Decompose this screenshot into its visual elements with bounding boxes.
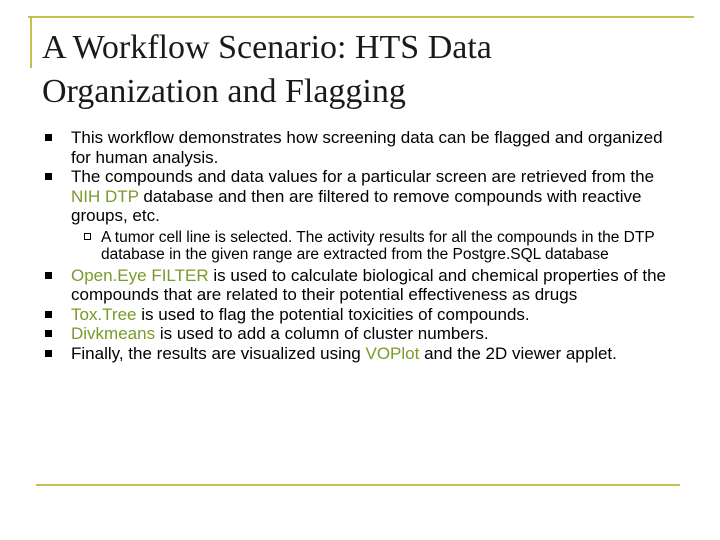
bullet-toxtree: [45, 305, 685, 325]
bullet-text-pre: Finally, the results are visualized using: [71, 343, 366, 363]
bullet-visualization: [45, 344, 685, 364]
bullet-workflow-intro: [45, 128, 685, 167]
bullet-text-post: is used to calculate biological and chemical properties of the compounds that are related to their potential effectiveness as drugs: [71, 265, 667, 304]
title-line-2: Organization and Flagging: [42, 73, 406, 110]
sub-bullet-text: A tumor cell line is selected. The activity results for all the compounds in the DTP database in the given range are extracted from the Postgre.SQL database: [101, 228, 655, 263]
toxtree-link[interactable]: Tox.Tree: [71, 304, 137, 324]
sub-bullet-tumor-cell-line: [45, 229, 685, 264]
bullet-text-pre: The compounds and data values for a particular screen are retrieved from the: [71, 167, 655, 186]
square-bullet-icon: [45, 311, 52, 318]
bullet-divkmeans: [45, 324, 685, 344]
top-rule: [28, 16, 694, 18]
bullet-text-post: database and then are filtered to remove compounds with reactive groups, etc.: [71, 186, 642, 225]
hollow-square-bullet-icon: [84, 233, 91, 240]
divkmeans-link[interactable]: Divkmeans: [71, 324, 156, 343]
square-bullet-icon: [45, 134, 52, 141]
openeye-filter-link[interactable]: Open.Eye FILTER: [71, 265, 209, 285]
bullet-data-retrieval: [45, 167, 685, 226]
nih-dtp-link[interactable]: NIH DTP: [71, 186, 139, 206]
left-rule: [30, 16, 32, 68]
square-bullet-icon: [45, 330, 52, 337]
bullet-text-post: is used to add a column of cluster numbers.: [155, 324, 489, 343]
title-line-1: A Workflow Scenario: HTS Data: [42, 29, 492, 66]
bullet-text-post: and the 2D viewer applet.: [419, 343, 617, 363]
square-bullet-icon: [45, 272, 52, 279]
bullet-openeye-filter: [45, 266, 685, 305]
square-bullet-icon: [45, 173, 52, 180]
slide-title: [42, 26, 682, 114]
slide-content: [45, 128, 685, 363]
voplot-link[interactable]: VOPlot: [365, 343, 420, 363]
bullet-text: This workflow demonstrates how screening data can be flagged and organized for human analysis.: [71, 128, 663, 167]
square-bullet-icon: [45, 350, 52, 357]
bullet-text-post: is used to flag the potential toxicities of compounds.: [136, 304, 530, 324]
bottom-rule: [36, 484, 680, 486]
